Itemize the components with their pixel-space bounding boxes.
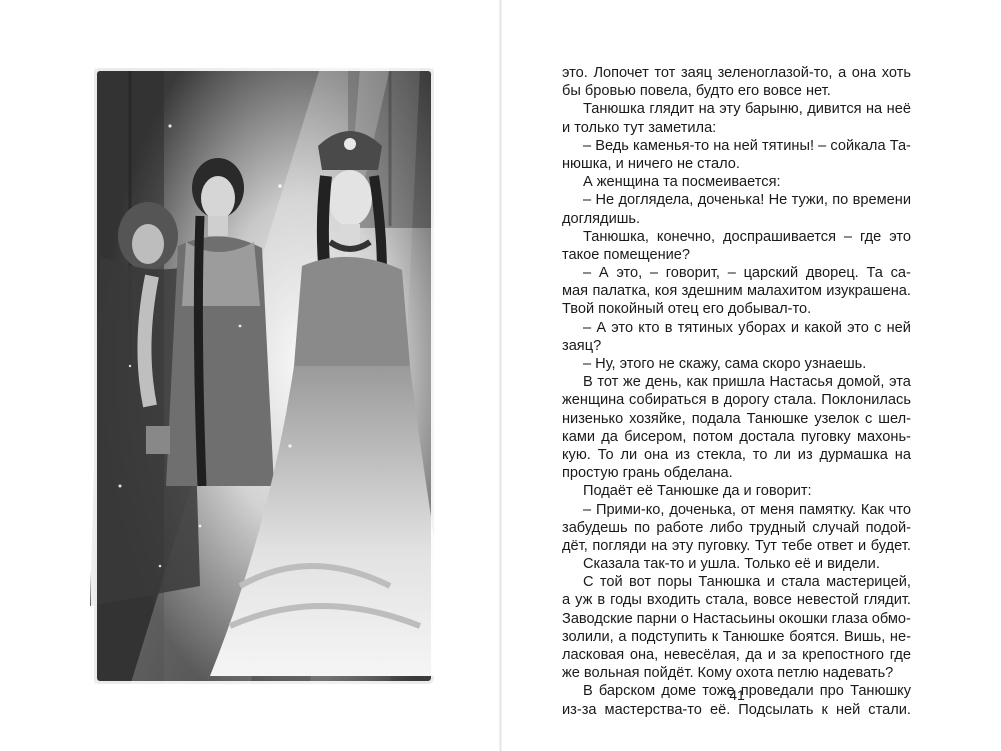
text-line: – Ну, этого не скажу, сама скоро узнаешь. (583, 356, 867, 372)
text-line: мая палатка, коя здешним малахитом изукрашена. (562, 283, 911, 300)
text-line: заяц? (562, 337, 602, 354)
illustration-image (90, 66, 438, 686)
text-line: Танюшка, конечно, доспрашивается – где это (583, 228, 911, 245)
text-line: золили, а подступить к Танюшке боятся. Вишь, не- (562, 628, 911, 645)
text-line: – Не доглядела, доченька! Не тужи, по времени (583, 192, 911, 209)
text-line: Сказала так-то и ушла. Только её и видели. (583, 556, 880, 573)
text-line: из-за мастерства-то её. Подсылать к ней стали. (562, 701, 911, 718)
text-line: и только тут заметила: (562, 119, 717, 136)
text-line: Заводские парни о Настасьины окошки глаза обмо- (562, 610, 911, 627)
text-line: дёт, погляди на эту пуговку. Тут тебе ответ и будет. (562, 537, 911, 554)
text-line: же вольная пойдёт. Кому охота петлю надевать? (562, 665, 894, 682)
text-line: кую. То ли она из стекла, то ли из дурмашка на (562, 446, 911, 463)
text-line: женщина собираться в дорогу стала. Поклонилась (562, 392, 911, 409)
body-text (562, 64, 911, 719)
text-line: – Ведь каменья-то на ней тятины! – сойкала Та- (583, 137, 911, 154)
text-line: нюшка, и ничего не стало. (562, 155, 740, 172)
text-line: – Прими-ко, доченька, от меня памятку. Как что (583, 501, 911, 518)
page-number: 41 (729, 687, 745, 703)
text-line: А женщина та посмеивается: (583, 174, 781, 191)
text-line: это. Лопочет тот заяц зеленоглазой-то, а она хоть (562, 65, 911, 81)
text-line: низенько хозяйке, подала Танюшке узелок с шел- (562, 410, 911, 427)
text-line: Твой покойный отец его добывал-то. (562, 301, 812, 318)
book-gutter (499, 0, 502, 751)
text-line: – А это кто в тятиных уборах и какой это с ней (583, 319, 911, 336)
text-line: В тот же день, как пришла Настасья домой, эта (583, 374, 911, 391)
text-line: доглядишь. (562, 210, 641, 227)
text-line: Подаёт её Танюшке да и говорит: (583, 483, 812, 500)
text-line: В барском доме тоже проведали про Танюшку (583, 683, 911, 700)
text-line: такое помещение? (562, 246, 691, 263)
text-line: простую грань обделана. (562, 465, 733, 482)
text-line: а уж в годы входить стала, вовсе невестой глядит. (562, 592, 911, 609)
text-line: ками да бисером, потом достала пуговку махонь- (562, 428, 911, 445)
text-line: С той вот поры Танюшка и стала мастерицей, (583, 574, 911, 591)
text-line: бы бровью повела, будто его вовсе нет. (562, 83, 831, 100)
illustration-svg (90, 66, 438, 686)
text-line: забудешь по работе либо трудный случай подой- (562, 519, 911, 536)
text-line: Танюшка глядит на эту барыню, дивится на неё (583, 101, 911, 118)
text-line: – А это, – говорит, – царский дворец. Та са- (583, 265, 911, 282)
text-line: ласковая она, невесёлая, да и за крепостного где (562, 647, 911, 663)
